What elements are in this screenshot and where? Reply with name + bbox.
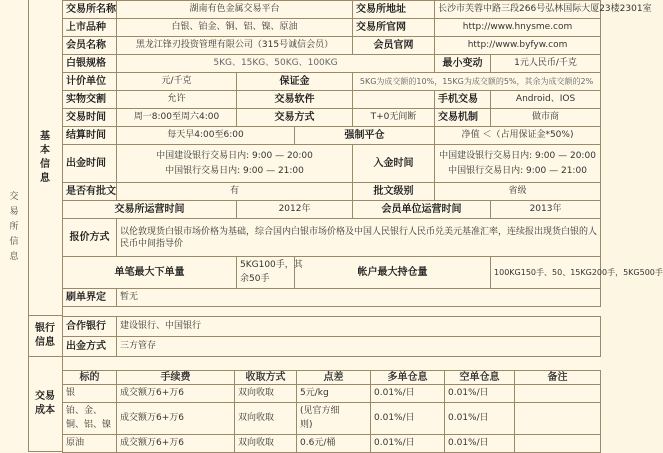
value-approval: 有 [117,183,353,201]
value-max-order [237,257,303,289]
table-row [63,1,601,19]
label-margin: 保证金 [237,73,353,91]
table-row [63,109,601,127]
label-force-close: 强制平仓 [295,127,435,145]
withdraw-ccb: 中国建设银行交易日内: 9:00 — 20:00 [156,150,313,161]
label-member-name: 会员名称 [63,37,117,55]
max-order-line1: 5KG100手，其 [240,260,303,270]
cost-fee: 成交额万6+万6 [117,403,235,435]
table-row [63,289,601,307]
label-software: 交易软件 [237,91,353,109]
value-member-site[interactable]: http://www.byfyw.com [435,37,601,55]
value-exchange-address: 长沙市芙蓉中路三段266号弘林国际大厦23楼2301室 [435,1,601,19]
cost-spread: 0.6元/桶 [297,435,371,453]
label-trade-time: 交易时间 [63,109,117,127]
value-max-position: 100KG150手、50、15KG200手，5KG500手 [491,257,601,289]
table-row [63,201,601,219]
label-approval-level: 批文级别 [353,183,435,201]
side-label-column [0,0,29,451]
cost-header-row [63,371,601,385]
label-delivery: 实物交割 [63,91,117,109]
cost-note [515,435,601,453]
label-exchange-address: 交易所地址 [353,1,435,19]
label-member-operating: 会员单位运营时间 [353,201,491,219]
value-deposit-time [435,145,601,183]
label-exchange-operating: 交易所运营时间 [63,201,237,219]
label-member-site: 会员官网 [353,37,435,55]
header-note: 备注 [515,371,601,385]
value-silver-spec: 5KG、15KG、50KG、100KG [117,55,435,73]
table-row [63,403,601,435]
table-row [63,19,601,37]
cost-spread [297,403,371,435]
value-wash-trade: 暂无 [117,289,601,307]
deposit-ccb: 中国建设银行交易日内: 9:00 — 20:00 [439,150,596,161]
cost-long: 0.01%/日 [371,403,445,435]
cost-method: 双向收取 [235,385,297,403]
label-max-order: 单笔最大下单量 [63,257,237,289]
section-basic-label: 基本信息 [40,130,50,184]
cost-item [63,403,117,435]
value-member-name: 黑龙江锋刃投资管理有限公司（315号诚信会员） [117,37,353,55]
table-row [63,37,601,55]
table-row [63,73,601,91]
label-exchange-site: 交易所官网 [353,19,435,37]
label-withdraw-time: 出金时间 [63,145,117,183]
label-approval: 是否有批文 [63,183,117,201]
table-row [63,183,601,201]
cost-fee: 成交额万6+万6 [117,385,235,403]
value-mechanism: 做市商 [491,109,601,127]
label-max-position: 帐户最大持仓量 [295,257,491,289]
cost-note [515,385,601,403]
value-withdraw-time [117,145,353,183]
label-price-unit: 计价单位 [63,73,117,91]
label-mechanism: 交易机制 [435,109,491,127]
table-row [63,337,601,357]
value-member-operating: 2013年 [491,201,601,219]
cost-method: 双向收取 [235,435,297,453]
value-approval-level: 省级 [435,183,601,201]
table-row [63,219,601,257]
value-quote-method: 以伦敦现货白银市场价格为基础，综合国内白银市场价格及中国人民银行人民币兑美元基准汇率，连续报出现货白银的人民币中间指导价 [117,219,601,257]
label-partner-bank: 合作银行 [63,317,117,337]
value-mobile: Android、IOS [491,91,601,109]
bank-info-table [62,316,601,357]
header-fee: 手续费 [117,371,235,385]
cost-table [62,370,601,453]
header-item: 标的 [63,371,117,385]
withdraw-boc: 中国银行交易日内: 9:00 — 21:00 [165,165,304,176]
header-long: 多单仓息 [371,371,445,385]
section-cost [28,357,63,452]
deposit-boc: 中国银行交易日内: 9:00 — 21:00 [448,165,587,176]
value-trade-mode: T+0无间断 [353,109,435,127]
label-quote-method: 报价方式 [63,219,117,257]
label-silver-spec: 白银规格 [63,55,117,73]
cost-method: 双向收取 [235,403,297,435]
cost-short: 0.01%/日 [445,435,515,453]
cost-long: 0.01%/日 [371,435,445,453]
basic-info-table [62,0,663,307]
cost-spread: 5元/kg [297,385,371,403]
cost-note [515,403,601,435]
cost-spread-line1: (见官方细 [300,406,340,416]
section-basic [28,0,63,316]
value-partner-bank: 建设银行、中国银行 [117,317,601,337]
label-mobile: 手机交易 [435,91,491,109]
table-row [63,127,601,145]
table-row [63,385,601,403]
label-min-tick: 最小变动 [435,55,491,73]
cost-spread-line2: 则) [300,420,313,430]
label-deposit-time: 入金时间 [353,145,435,183]
table-row [63,435,601,453]
label-wash-trade: 刷单界定 [63,289,117,307]
table-row [63,91,601,109]
section-bank-label: 银行信息 [35,323,55,348]
value-products: 白银、铂金、铜、铝、镍、原油 [117,19,353,37]
cost-long: 0.01%/日 [371,385,445,403]
cost-fee: 成交额万6+万6 [117,435,235,453]
value-margin: 5KG为成交额的10%，15KG为成交额的5%，其余为成交额的2% [353,73,601,91]
label-exchange-name: 交易所名称 [63,1,117,19]
label-trade-mode: 交易方式 [237,109,353,127]
table-row [63,257,601,289]
cost-item: 银 [63,385,117,403]
table-row [63,317,601,337]
value-price-unit: 元/千克 [117,73,237,91]
label-withdraw-method: 出金方式 [63,337,117,357]
cost-item-line2: 铜、铝、镍 [66,420,112,430]
section-bank [28,316,63,357]
value-software [353,91,435,109]
value-exchange-site[interactable]: http://www.hnysme.com [435,19,601,37]
max-order-line2: 余50手 [240,274,270,284]
table-row [63,145,601,183]
value-delivery: 允许 [117,91,237,109]
side-label: 交易所信息 [9,192,19,262]
label-settle-time: 结算时间 [63,127,117,145]
cost-short: 0.01%/日 [445,385,515,403]
cost-item: 原油 [63,435,117,453]
value-withdraw-method: 三方管存 [117,337,601,357]
value-exchange-name: 湖南有色金属交易平台 [117,1,353,19]
section-cost-label: 交易成本 [35,391,55,416]
header-method: 收取方式 [235,371,297,385]
value-min-tick: 1元人民币/千克 [491,55,601,73]
table-row [63,55,601,73]
header-spread: 点差 [297,371,371,385]
label-products: 上市品种 [63,19,117,37]
value-settle-time: 每天早4:00至6:00 [117,127,295,145]
value-force-close: 净值 ＜（占用保证金*50%) [435,127,601,145]
cost-item-line1: 铂、金、 [66,406,103,416]
cost-short: 0.01%/日 [445,403,515,435]
header-short: 空单仓息 [445,371,515,385]
value-trade-time: 周一8:00至周六4:00 [117,109,237,127]
value-exchange-operating: 2012年 [237,201,353,219]
